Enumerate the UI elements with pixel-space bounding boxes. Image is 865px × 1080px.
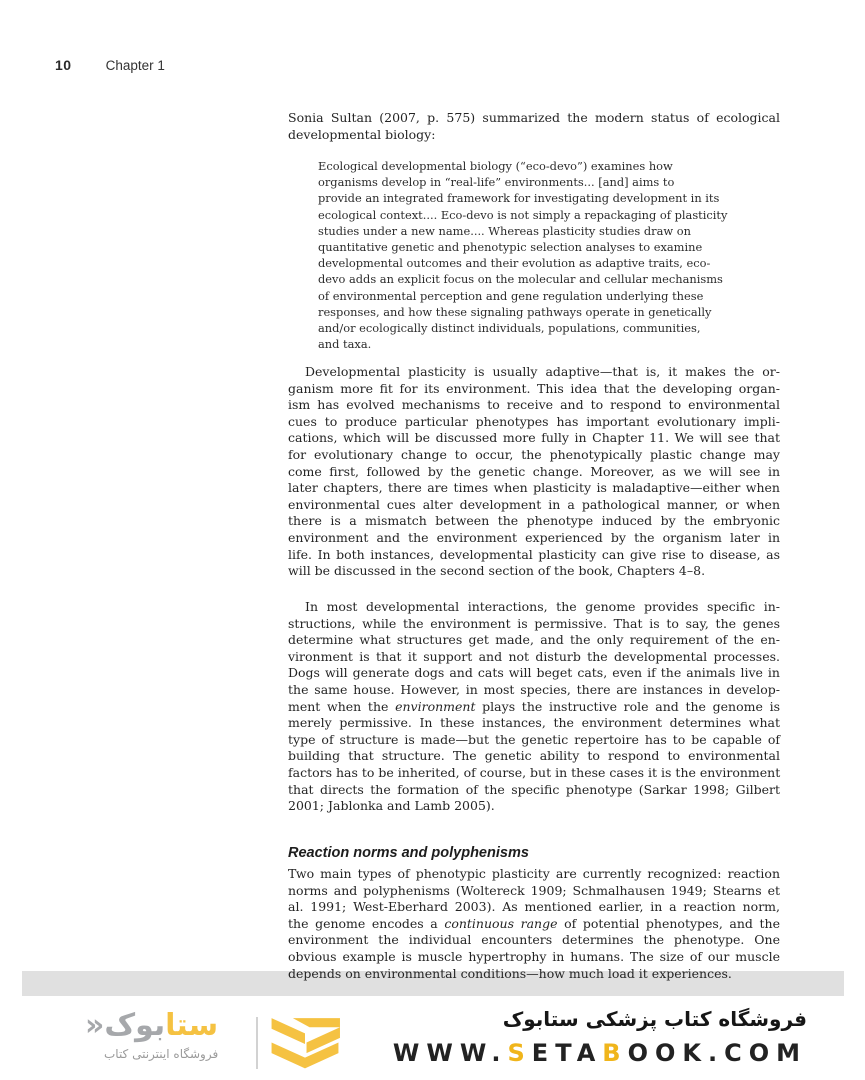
text-line: quantitative genetic and phenotypic selection analyses to examine (318, 240, 703, 255)
text-line: organisms develop in “real-life” environments... [and] aims to (318, 175, 675, 190)
body-paragraph-reaction-norms (288, 866, 780, 982)
text-line: Sonia Sultan (2007, p. 575) summarized the modern status of ecological (288, 110, 780, 125)
text-line: the genome encodes a continuous range of potential phenotypes, and the (288, 915, 780, 931)
text-line: come first, followed by the genetic change. Moreover, as we will see in (288, 463, 780, 479)
logo-wordmark (85, 1009, 218, 1043)
section-heading: Reaction norms and polyphenisms (288, 845, 529, 861)
text-line: In most developmental interactions, the genome provides specific in- (305, 599, 780, 614)
text-line: devo adds an explicit focus on the molecular and cellular mechanisms (318, 272, 723, 287)
text-line: building that structure. The genetic ability to respond to environmental (288, 748, 780, 764)
chapter-label: Chapter 1 (105, 58, 165, 73)
double-chevron-icon (267, 1015, 343, 1073)
text-line: later chapters, there are times when plasticity is maladaptive—either when (288, 480, 780, 496)
text-line: studies under a new name.... Whereas plasticity studies draw on (318, 223, 691, 238)
text-line: determine what structures get made, and the only requirement of the en- (288, 632, 780, 648)
text-line: vironment is that it support and not disturb the developmental processes. (288, 648, 780, 664)
text-line: provide an integrated framework for investigating development in its (318, 191, 720, 206)
text-line: norms and polyphenisms (Woltereck 1909; Schmalhausen 1949; Stearns et (288, 882, 780, 898)
text-line: ecological context.... Eco-devo is not simply a repackaging of plasticity (318, 207, 728, 222)
text-line: of environmental perception and gene regulation underlying these (318, 288, 704, 303)
intro-paragraph (288, 110, 780, 143)
text-line: and/or ecologically distinct individuals, populations, communities, (318, 321, 701, 336)
text-line: environment the individual encounters determines the phenotype. One (288, 932, 780, 948)
text-line: merely permissive. In these instances, the environment determines what (288, 715, 780, 731)
body-paragraph-genome (288, 599, 780, 815)
setabook-logo (85, 1009, 218, 1061)
text-line: Dogs will generate dogs and cats will beget cats, even if the animals live in (288, 665, 780, 681)
text-line: cues to produce particular phenotypes has important evolutionary impli- (288, 413, 780, 429)
text-line: ment when the environment plays the instructive role and the genome is (288, 698, 780, 714)
text-line: cations, which will be discussed more fully in Chapter 11. We will see that (288, 430, 780, 446)
text-line: the same house. However, in most species, there are instances in develop- (288, 681, 780, 697)
text-line: al. 1991; West-Eberhard 2003). As mentioned earlier, in a reaction norm, (288, 899, 780, 915)
text-line: depends on environmental conditions—how much load it experiences. (288, 965, 732, 981)
block-quote (318, 158, 754, 352)
text-line: ism has evolved mechanisms to receive and to respond to environmental (288, 397, 780, 413)
site-url: WWW.SETABOOK.COM (392, 1039, 807, 1067)
text-line: life. In both instances, developmental plasticity can give rise to disease, as (288, 546, 780, 562)
text-line: that directs the formation of the specific phenotype (Sarkar 1998; Gilbert (288, 781, 780, 797)
store-title: فروشگاه کتاب پزشکی ستابوک (502, 1007, 807, 1031)
text-line: structions, while the environment is permissive. That is to say, the genes (288, 615, 780, 631)
text-line: there is a mismatch between the phenotype induced by the embryonic (288, 513, 780, 529)
text-line: developmental biology: (288, 126, 436, 142)
text-line: type of structure is made—but the genetic repertoire has to be capable of (288, 731, 780, 747)
text-line: Two main types of phenotypic plasticity are currently recognized: reaction (288, 866, 780, 881)
text-line: responses, and how these signaling pathways operate in genetically (318, 304, 712, 319)
logo-wordmark-yellow: ستا (165, 1008, 219, 1043)
text-line: Ecological developmental biology (“eco-devo”) examines how (318, 159, 673, 173)
running-head (55, 57, 165, 73)
logo-wordmark-gray: بوک« (85, 1008, 166, 1043)
text-line: and taxa. (318, 337, 372, 352)
bottom-banner (0, 1003, 865, 1080)
text-line: ganism more fit for its environment. This idea that the developing organ- (288, 380, 780, 396)
logo-divider (256, 1017, 258, 1069)
text-line: environmental cues alter development in a pathological manner, or when (288, 496, 780, 512)
text-line: for evolutionary change to occur, the phenotypically plastic change may (288, 446, 780, 462)
text-line: developmental outcomes and their evolution as adaptive traits, eco- (318, 256, 711, 271)
body-paragraph-plasticity (288, 364, 780, 580)
text-line: factors has to be inherited, of course, but in these cases it is the environment (288, 764, 781, 780)
text-line: Developmental plasticity is usually adaptive—that is, it makes the or- (305, 364, 780, 379)
text-line: 2001; Jablonka and Lamb 2005). (288, 798, 495, 814)
banner-right (393, 1005, 807, 1067)
text-line: environment and the environment experienced by the organism later in (288, 529, 780, 545)
page-number: 10 (55, 57, 72, 73)
logo-subtitle: فروشگاه اینترنتی کتاب (103, 1047, 219, 1061)
text-line: obvious example is muscle hypertrophy in humans. The size of our muscle (288, 948, 780, 964)
text-line: will be discussed in the second section of the book, Chapters 4–8. (288, 563, 706, 579)
